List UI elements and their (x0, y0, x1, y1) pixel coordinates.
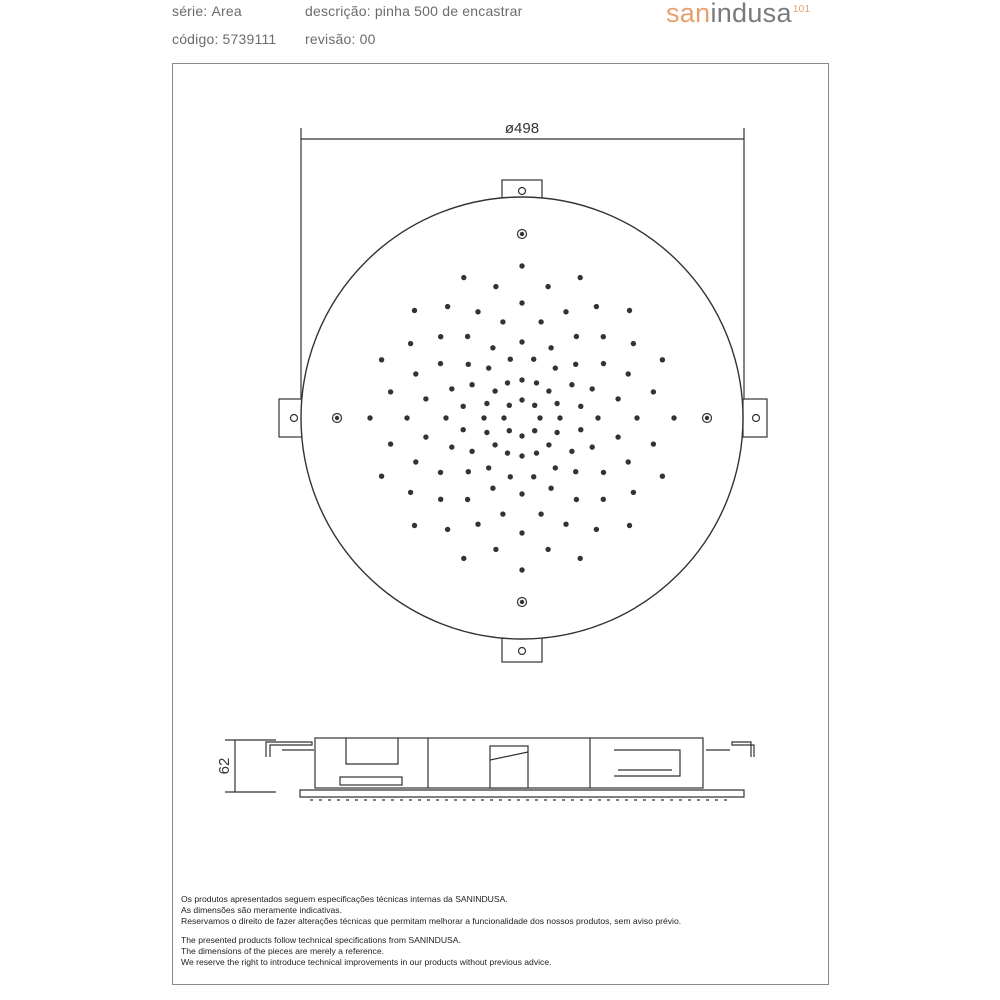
nozzle (475, 309, 480, 314)
water-inlet (490, 746, 528, 788)
nozzle (553, 465, 558, 470)
nozzle (461, 556, 466, 561)
serie-value: Area (211, 3, 242, 19)
nozzle (413, 459, 418, 464)
nozzle (519, 453, 524, 458)
nozzle (595, 415, 600, 420)
nozzle (484, 430, 489, 435)
nozzle (449, 386, 454, 391)
nozzle (651, 441, 656, 446)
descricao-value: pinha 500 de encastrar (374, 3, 523, 19)
descricao-label: descrição: (305, 3, 371, 19)
nozzle (486, 365, 491, 370)
nozzle (519, 433, 524, 438)
nozzle (490, 486, 495, 491)
nozzle (492, 388, 497, 393)
nozzle (492, 442, 497, 447)
nozzle (534, 380, 539, 385)
nozzle (461, 427, 466, 432)
nozzle (469, 382, 474, 387)
nozzle (388, 441, 393, 446)
nozzle (465, 334, 470, 339)
nozzle (563, 522, 568, 527)
nozzle (557, 415, 562, 420)
nozzle (379, 474, 384, 479)
nozzle (519, 339, 524, 344)
note-en-1: The presented products follow technical specifications from SANINDUSA. (181, 934, 461, 945)
nozzle (563, 309, 568, 314)
disclaimer-notes (181, 894, 681, 968)
nozzle (412, 308, 417, 313)
revisao-label: revisão: (305, 31, 356, 47)
nozzle (404, 415, 409, 420)
nozzle (545, 547, 550, 552)
nozzle (631, 490, 636, 495)
nozzle (501, 415, 506, 420)
nozzle (626, 371, 631, 376)
nozzle (590, 386, 595, 391)
nozzle (519, 300, 524, 305)
note-en-2: The dimensions of the pieces are merely a reference. (181, 945, 385, 956)
nozzle (508, 357, 513, 362)
nozzle (423, 434, 428, 439)
nozzle (601, 497, 606, 502)
nozzle (569, 382, 574, 387)
nozzle (508, 474, 513, 479)
height-label: 62 (216, 757, 233, 775)
nozzle (507, 428, 512, 433)
nozzle (481, 415, 486, 420)
nozzle (615, 434, 620, 439)
nozzle (532, 403, 537, 408)
nozzle (601, 334, 606, 339)
nozzle (519, 491, 524, 496)
nozzle (493, 284, 498, 289)
nozzle (531, 474, 536, 479)
nozzle (500, 511, 505, 516)
nozzle (423, 396, 428, 401)
nozzle (412, 523, 417, 528)
nozzle (367, 415, 372, 420)
nozzle (388, 389, 393, 394)
note-pt-3: Reservamos o direito de fazer alterações técnicas que permitam melhorar a funcionalidade dos nossos produtos, sem aviso prévio. (181, 916, 682, 927)
nozzle (505, 450, 510, 455)
nozzle (573, 469, 578, 474)
bracket-right (743, 399, 767, 437)
nozzle (505, 380, 510, 385)
nozzle (466, 469, 471, 474)
logo-part-indusa: indusa (710, 0, 792, 28)
nozzle (634, 415, 639, 420)
note-en-3: We reserve the right to introduce technical improvements in our products without previous advice. (181, 957, 552, 968)
nozzle (519, 377, 524, 382)
nozzle (548, 345, 553, 350)
nozzle (531, 357, 536, 362)
nozzle (546, 388, 551, 393)
nozzle (379, 357, 384, 362)
base-plate (300, 790, 744, 797)
codigo-value: 5739111 (222, 31, 277, 47)
nozzle (519, 263, 524, 268)
nozzle (445, 527, 450, 532)
nozzle (615, 396, 620, 401)
diameter-label: ø498 (504, 120, 540, 137)
nozzle (594, 304, 599, 309)
nozzle (627, 523, 632, 528)
logo-mark: 101 (792, 4, 811, 15)
codigo-label: código: (172, 31, 219, 47)
bracket-bottom (502, 638, 542, 662)
nozzle (578, 404, 583, 409)
nozzle (631, 341, 636, 346)
nozzle (408, 341, 413, 346)
nozzle (445, 304, 450, 309)
nozzle (519, 567, 524, 572)
nozzle (449, 444, 454, 449)
nozzle (578, 427, 583, 432)
nozzle (627, 308, 632, 313)
nozzle (534, 450, 539, 455)
nozzle (578, 556, 583, 561)
nozzle (408, 490, 413, 495)
logo-part-san: san (666, 0, 711, 28)
nozzle (545, 284, 550, 289)
nozzle (490, 345, 495, 350)
nozzle (548, 486, 553, 491)
plan-view (279, 128, 767, 662)
nozzle (601, 361, 606, 366)
side-view (225, 738, 754, 800)
nozzle (484, 401, 489, 406)
note-pt-1: Os produtos apresentados seguem especificações técnicas internas da SANINDUSA. (181, 894, 508, 904)
nozzle (553, 365, 558, 370)
nozzle (554, 430, 559, 435)
nozzle (461, 404, 466, 409)
nozzle (466, 362, 471, 367)
nozzle (594, 527, 599, 532)
nozzle (469, 449, 474, 454)
nozzle (438, 334, 443, 339)
nozzle (461, 275, 466, 280)
nozzle (486, 465, 491, 470)
nozzle (626, 459, 631, 464)
nozzle (500, 319, 505, 324)
nozzle (651, 389, 656, 394)
nozzle (438, 470, 443, 475)
serie-label: série: (172, 3, 208, 19)
nozzle (519, 397, 524, 402)
nozzle (538, 511, 543, 516)
nozzle (671, 415, 676, 420)
nozzle (601, 470, 606, 475)
nozzle (475, 522, 480, 527)
nozzle (438, 361, 443, 366)
nozzle (532, 428, 537, 433)
nozzle (660, 474, 665, 479)
nozzle (578, 275, 583, 280)
shower-head-disc (301, 197, 743, 639)
revisao-value: 00 (359, 31, 376, 47)
nozzle (546, 442, 551, 447)
nozzle (574, 334, 579, 339)
nozzle (443, 415, 448, 420)
nozzle (537, 415, 542, 420)
nozzle (569, 449, 574, 454)
nozzle (507, 403, 512, 408)
note-pt-2: As dimensões são meramente indicativas. (181, 905, 342, 916)
nozzle (573, 362, 578, 367)
nozzle (438, 497, 443, 502)
nozzle (413, 371, 418, 376)
nozzle (590, 444, 595, 449)
nozzle (660, 357, 665, 362)
nozzle (493, 547, 498, 552)
nozzle (538, 319, 543, 324)
nozzle (574, 497, 579, 502)
nozzle (554, 401, 559, 406)
nozzle (465, 497, 470, 502)
clip-right (732, 742, 754, 757)
nozzle (519, 530, 524, 535)
